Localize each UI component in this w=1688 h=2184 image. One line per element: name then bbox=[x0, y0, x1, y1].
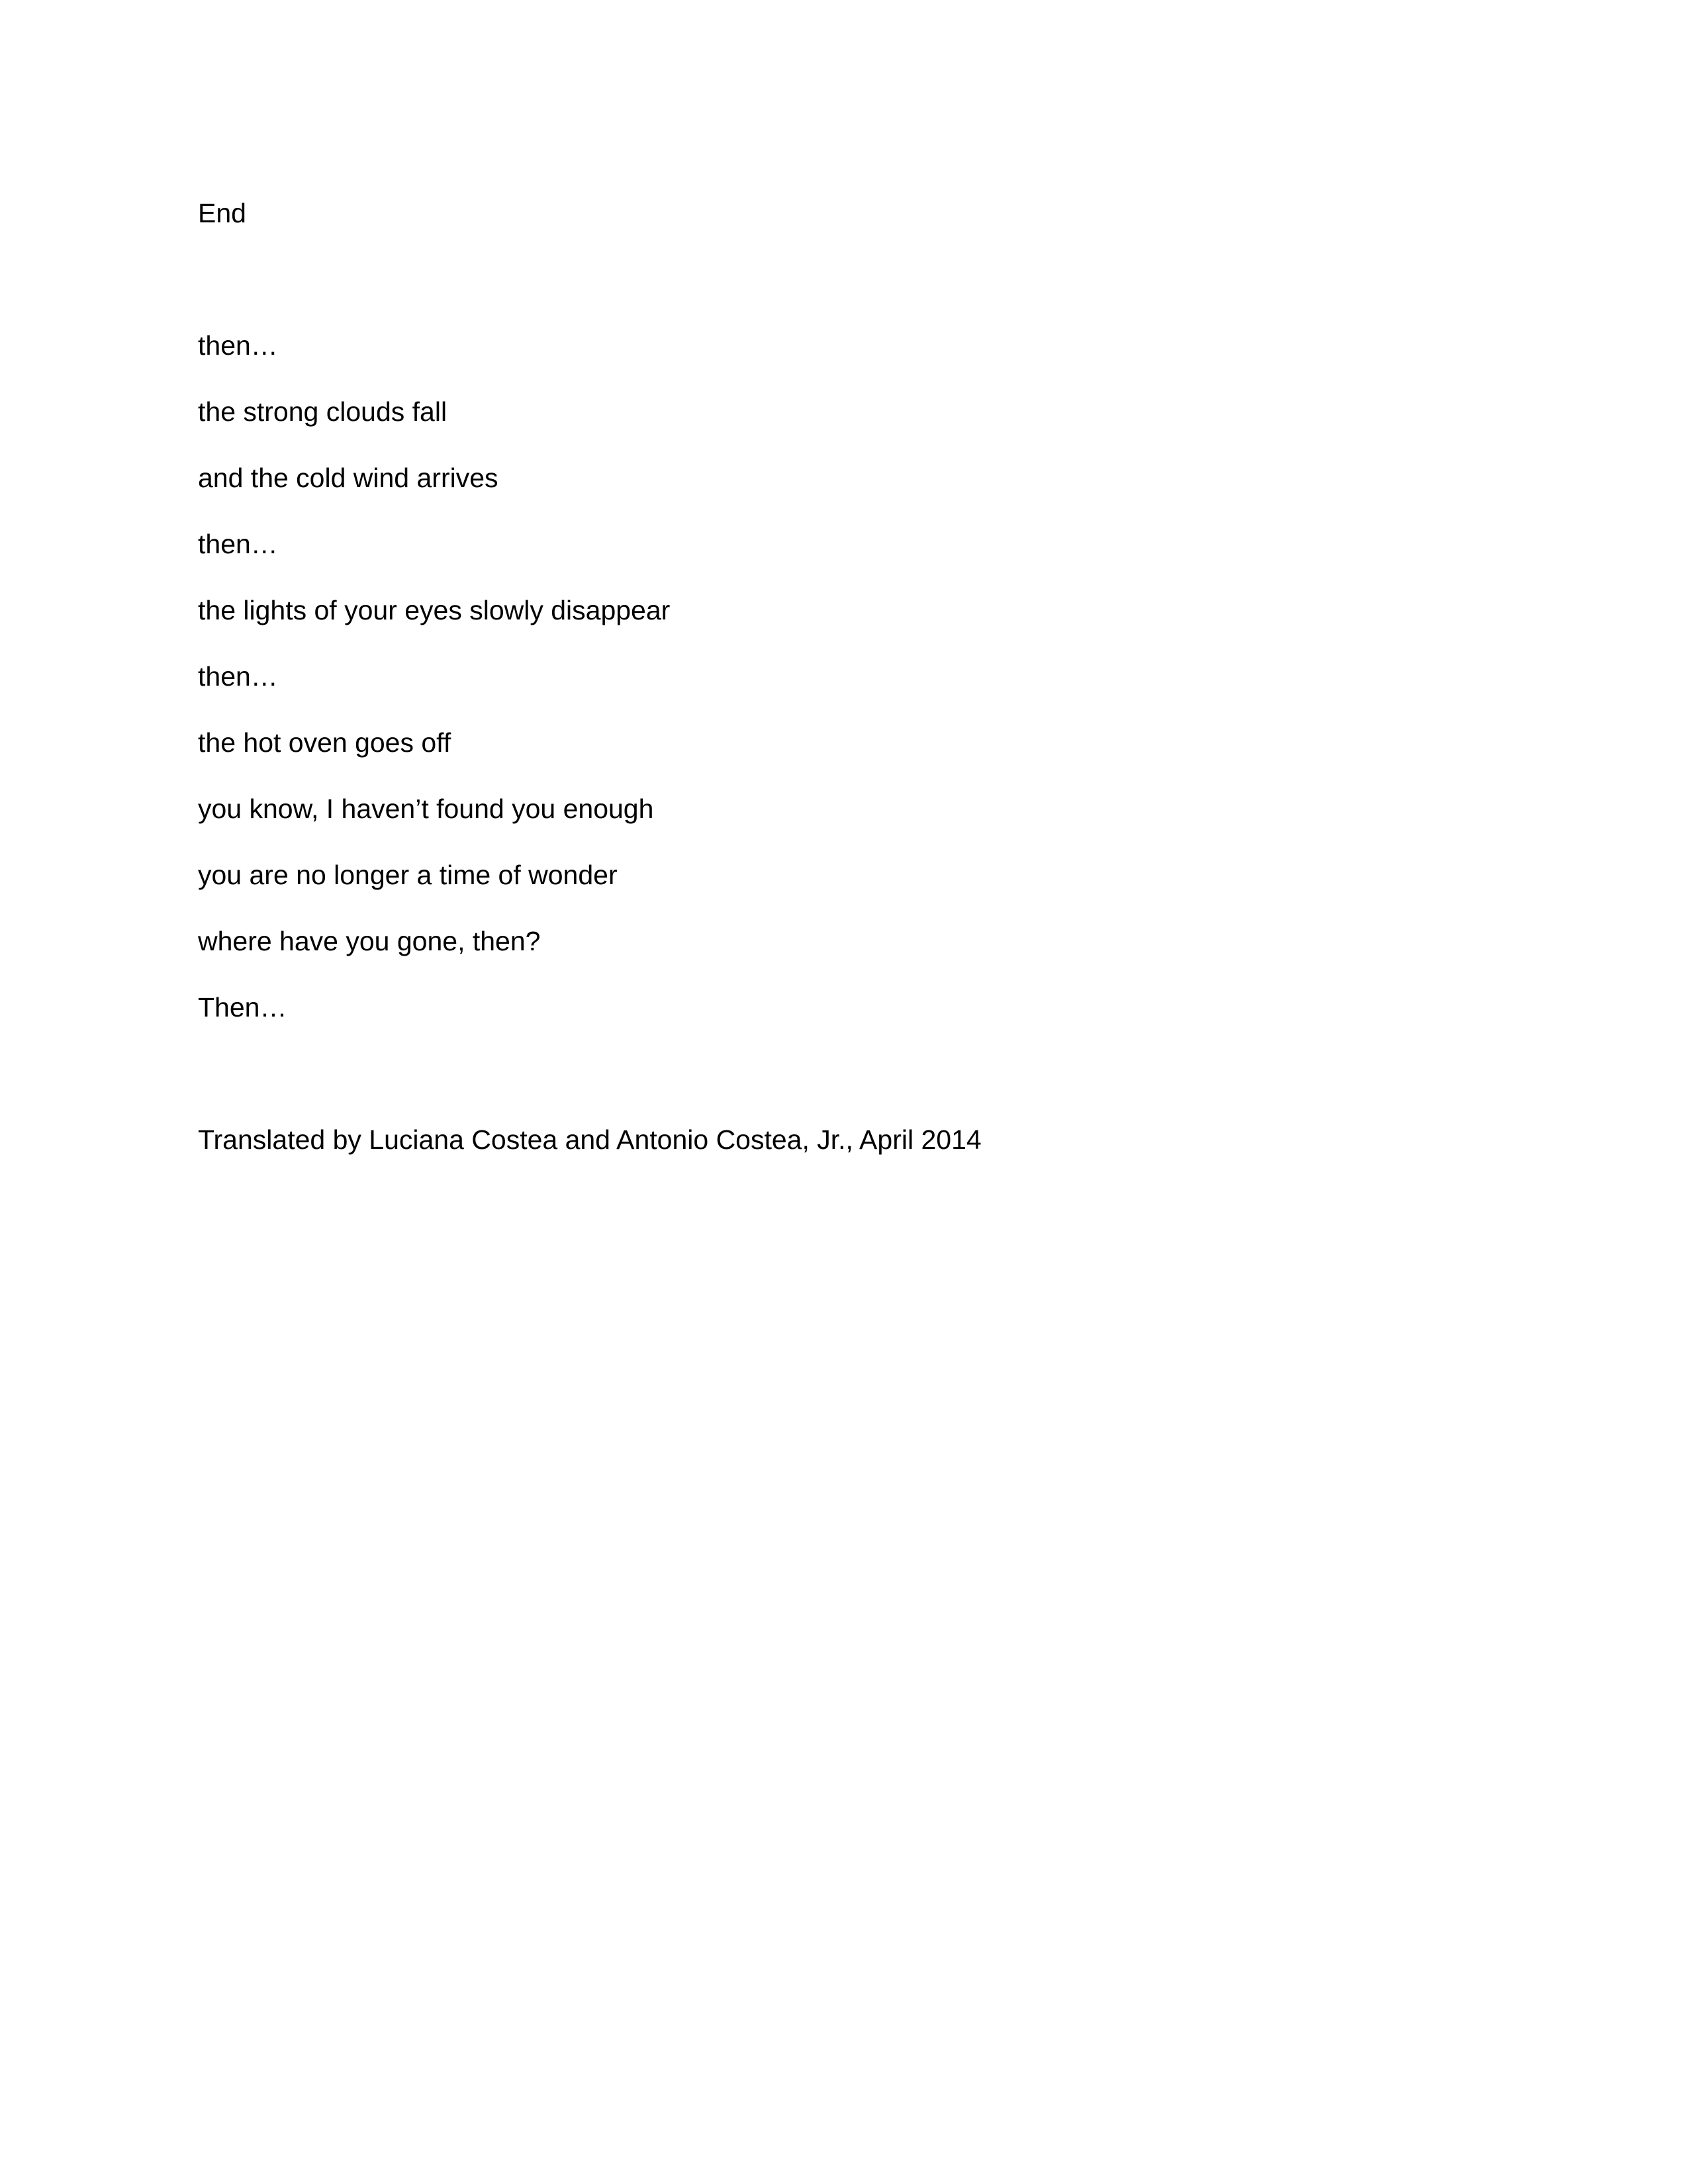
poem-line: the hot oven goes off bbox=[198, 727, 451, 758]
poem-line: then… bbox=[198, 529, 278, 559]
poem-line: the lights of your eyes slowly disappear bbox=[198, 595, 671, 625]
poem-line: you know, I haven’t found you enough bbox=[198, 794, 654, 824]
poem-title: End bbox=[198, 198, 246, 228]
poem-line: and the cold wind arrives bbox=[198, 463, 498, 493]
poem-line: you are no longer a time of wonder bbox=[198, 860, 618, 890]
poem-line: Then… bbox=[198, 992, 287, 1023]
poem-line: the strong clouds fall bbox=[198, 396, 447, 427]
poem-line: then… bbox=[198, 661, 278, 692]
translation-credit: Translated by Luciana Costea and Antonio Costea, Jr., April 2014 bbox=[198, 1124, 982, 1155]
poem-line: where have you gone, then? bbox=[198, 926, 541, 956]
poem-line: then… bbox=[198, 330, 278, 361]
